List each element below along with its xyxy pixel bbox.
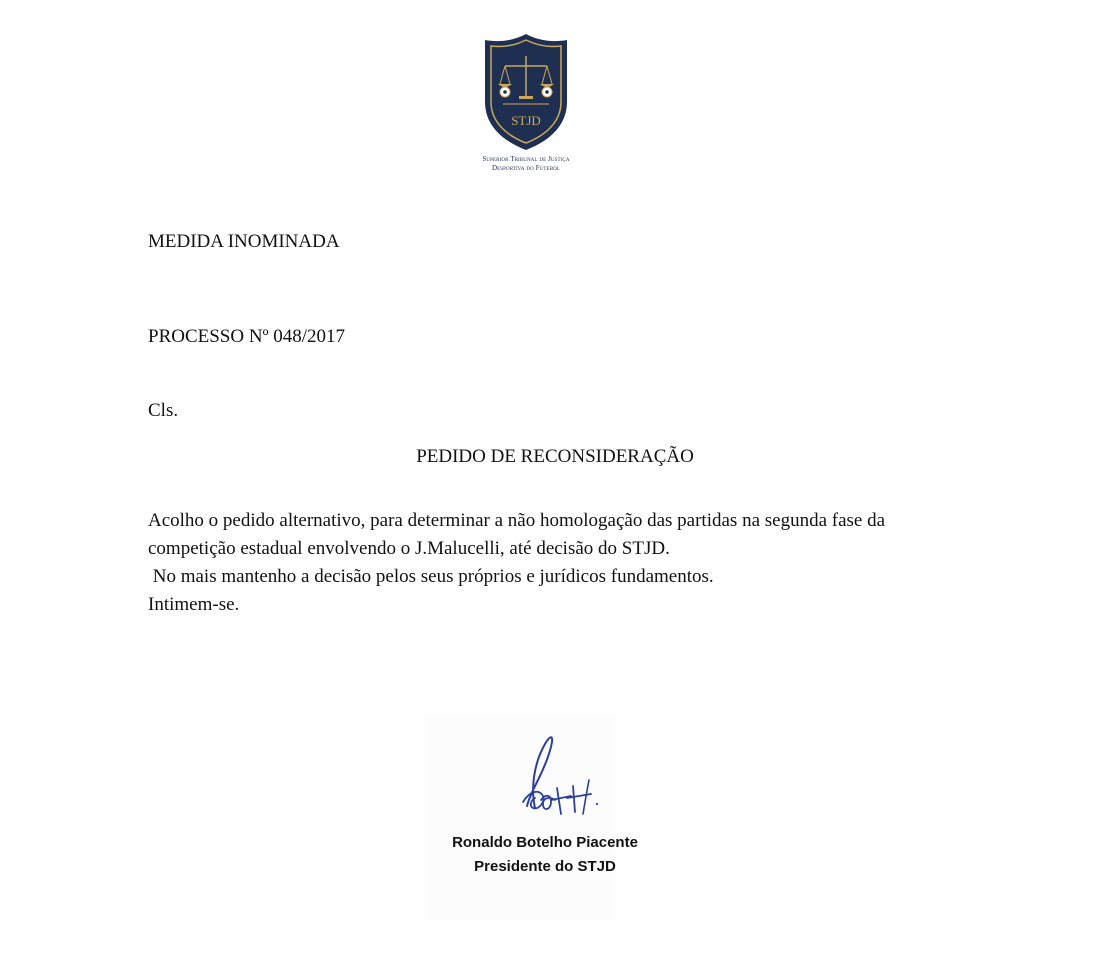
process-number: PROCESSO Nº 048/2017 [148,326,345,347]
logo-caption-line-1: Superior Tribunal de Justiça [482,155,570,163]
stjd-shield-emblem [481,32,571,152]
decision-paragraph: competição estadual envolvendo o J.Malucelli, até decisão do STJD. [148,538,670,559]
signer-role: Presidente do STJD [474,858,616,875]
stjd-logo [462,32,590,173]
logo-caption [462,155,590,173]
document-type: MEDIDA INOMINADA [148,231,340,252]
handwritten-signature [505,730,615,825]
decision-body [148,507,988,619]
decision-paragraph: Acolho o pedido alternativo, para determinar a não homologação das partidas na segunda fase da [148,510,886,531]
document-title: PEDIDO DE RECONSIDERAÇÃO [416,446,694,467]
decision-paragraph: Intimem-se. [148,594,240,615]
cls-label: Cls. [148,400,179,421]
svg-text:STJD: STJD [511,113,541,128]
decision-paragraph: No mais mantenho a decisão pelos seus próprios e jurídicos fundamentos. [148,566,714,587]
signer-name: Ronaldo Botelho Piacente [452,834,638,851]
logo-caption-line-2: Desportiva do Futebol [491,164,561,172]
